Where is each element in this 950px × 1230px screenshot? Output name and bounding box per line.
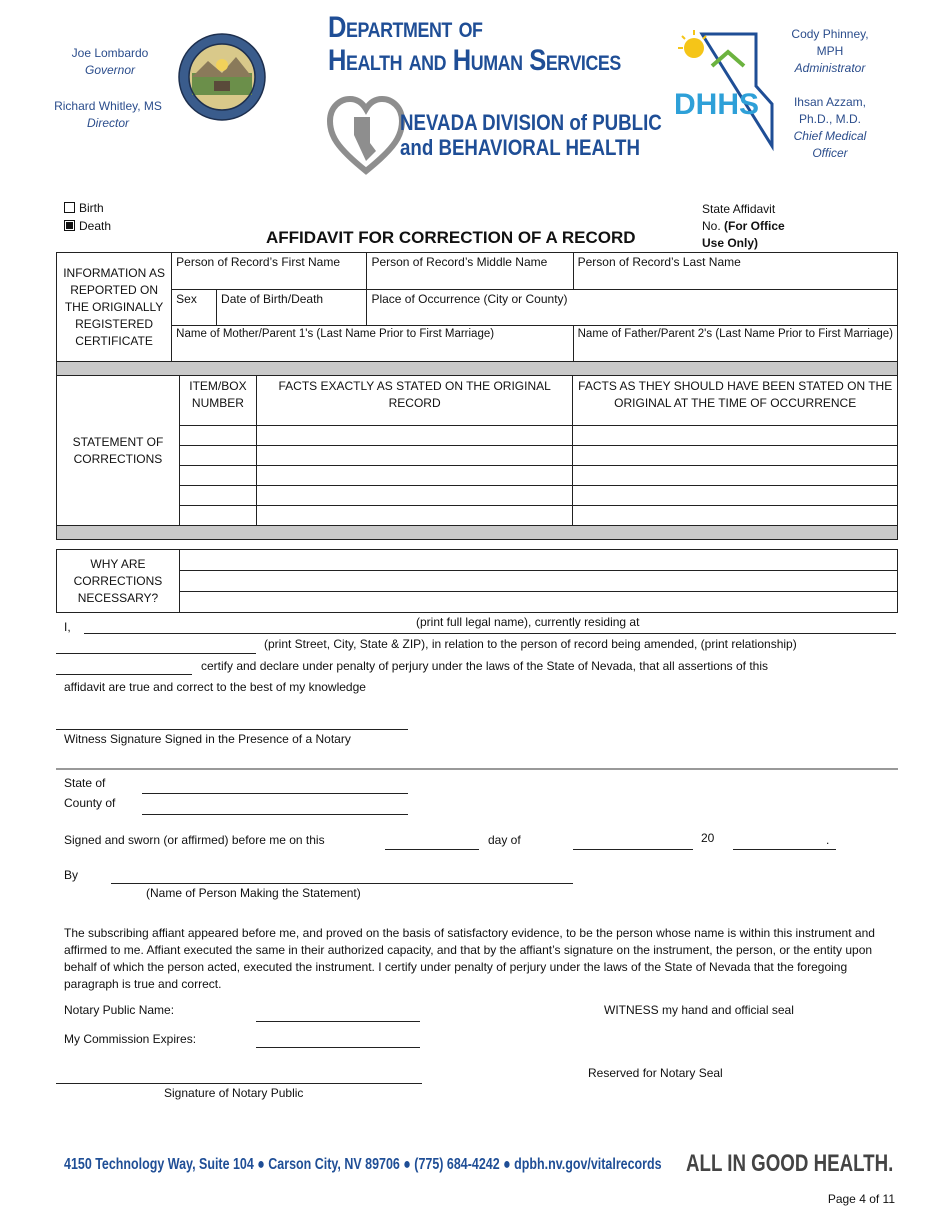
mother-label: Name of Mother/Parent 1's (Last Name Prior to First Marriage) [176,328,495,340]
place-label: Place of Occurrence (City or County) [371,292,568,306]
director-title: Director [86,116,129,130]
death-checkbox-row[interactable] [64,217,111,235]
why-line[interactable] [179,592,897,613]
division-line2: and BEHAVIORAL HEALTH [400,135,640,160]
name-making-caption: (Name of Person Making the Statement) [146,886,361,900]
notary-signature-line[interactable] [56,1083,422,1084]
office-line2-prefix: No. [702,219,725,233]
info-section-label: INFORMATION AS REPORTED ON THE ORIGINALLY REGISTERED CERTIFICATE [57,253,172,362]
first-name-field[interactable] [172,253,367,290]
office-line1: State Affidavit [702,202,776,216]
department-line1: Department of [328,11,483,44]
year-prefix: 20 [701,831,715,845]
birth-checkbox-row[interactable] [64,199,104,217]
year-period: . [826,833,830,847]
original-cell[interactable] [256,486,573,506]
witness-signature-caption: Witness Signature Signed in the Presence of a Notary [64,732,351,746]
item-cell[interactable] [179,466,256,486]
corrections-table [56,361,898,540]
county-of-line[interactable] [142,814,408,815]
middle-name-field[interactable] [367,253,573,290]
commission-label: My Commission Expires: [64,1032,197,1046]
why-section-label: WHY ARE CORRECTIONS NECESSARY? [57,550,180,613]
grey-separator [57,362,898,376]
why-line[interactable] [179,571,897,592]
state-of-label: State of [64,776,106,790]
office-line3-bold: Use Only) [702,236,759,250]
office-line2-bold: (For Office [724,219,785,233]
certify-text-2: affidavit are true and correct to the best of my knowledge [64,680,366,694]
administrator-name: Cody Phinney, MPH [791,27,869,58]
notary-public-name-line[interactable] [256,1021,420,1022]
state-of-line[interactable] [142,793,408,794]
division-line1: NEVADA DIVISION of PUBLIC [400,110,662,135]
month-line[interactable] [573,849,693,850]
footer-slogan: ALL IN GOOD HEALTH. [686,1150,894,1177]
dob-label: Date of Birth/Death [221,292,324,306]
administrator-block [770,26,890,77]
dob-field[interactable] [217,290,367,326]
original-cell[interactable] [256,446,573,466]
should-cell[interactable] [573,466,898,486]
governor-name: Joe Lombardo [71,46,149,60]
administrator-title: Administrator [794,61,866,75]
legal-name-caption: (print full legal name), currently residing at [416,615,640,629]
governor-block [20,45,200,79]
item-cell[interactable] [179,486,256,506]
cmo-title: Chief Medical Officer [793,129,867,160]
col-should-header: FACTS AS THEY SHOULD HAVE BEEN STATED ON THE ORIGINAL AT THE TIME OF OCCURRENCE [573,376,898,426]
why-line[interactable] [179,550,897,571]
should-cell[interactable] [573,506,898,526]
department-title [328,12,673,78]
dhhs-logo-icon [672,26,782,154]
why-table [56,549,898,613]
section-divider [56,768,898,770]
death-label: Death [79,219,112,233]
birth-label: Birth [79,201,104,215]
col-original-header: FACTS EXACTLY AS STATED ON THE ORIGINAL RECORD [256,376,573,426]
legal-name-line[interactable] [84,633,896,634]
address-caption: (print Street, City, State & ZIP), in relation to the person of record being amended, (print relationship) [264,637,797,651]
form-title: AFFIDAVIT FOR CORRECTION OF A RECORD [266,228,636,247]
by-line[interactable] [111,883,573,884]
mother-field[interactable] [172,326,573,362]
notary-signature-caption: Signature of Notary Public [164,1086,304,1100]
notary-public-name-label: Notary Public Name: [64,1003,175,1017]
item-cell[interactable] [179,506,256,526]
last-name-label: Person of Record’s Last Name [577,255,741,269]
declaration-i: I, [64,620,71,634]
col-item-header: ITEM/BOX NUMBER [179,376,256,426]
notary-paragraph: The subscribing affiant appeared before me, and proved on the basis of satisfactory evidence, to be the person whose name is within this instrument and affirmed to me. Affiant executed the same in their authorized capacity, and that by the affiant’s signature on the instrument, the person, or the entity upon behalf of which the person acted, executed the instrument. I certify under penalty of perjury under the laws of the State of Nevada that the foregoing paragraph is true and correct. [64,926,875,991]
original-cell[interactable] [256,506,573,526]
reserved-seal-label: Reserved for Notary Seal [588,1066,723,1080]
witness-signature-line[interactable] [56,729,408,730]
sex-label: Sex [176,292,197,306]
original-cell[interactable] [256,426,573,446]
middle-name-label: Person of Record’s Middle Name [371,255,548,269]
sex-field[interactable] [172,290,217,326]
footer-address: 4150 Technology Way, Suite 104 ● Carson City, NV 89706 ● (775) 684-4242 ● dpbh.nv.gov/vitalrecords [64,1156,662,1173]
year-line[interactable] [733,849,836,850]
should-cell[interactable] [573,426,898,446]
state-affidavit-number [702,201,812,252]
relationship-line[interactable] [56,674,192,675]
should-cell[interactable] [573,446,898,466]
original-cell[interactable] [256,466,573,486]
cmo-name: Ihsan Azzam, Ph.D., M.D. [793,95,867,126]
governor-title: Governor [84,63,136,77]
should-cell[interactable] [573,486,898,506]
info-table [56,252,898,362]
director-block [20,98,196,132]
last-name-field[interactable] [573,253,897,290]
item-cell[interactable] [179,426,256,446]
heart-nevada-logo-icon [326,95,406,177]
item-cell[interactable] [179,446,256,466]
first-name-label: Person of Record’s First Name [176,255,341,269]
corrections-section-label: STATEMENT OF CORRECTIONS [57,376,180,526]
signed-sworn-label: Signed and sworn (or affirmed) before me on this [64,833,325,847]
father-label: Name of Father/Parent 2's (Last Name Prior to First Marriage) [577,328,893,340]
county-of-label: County of [64,796,116,810]
place-field[interactable] [367,290,898,326]
birth-checkbox[interactable] [64,202,75,213]
cmo-block [770,94,890,162]
day-of-label: day of [488,833,521,847]
father-field[interactable] [573,326,897,362]
dhhs-logo-text: DHHS [674,88,760,121]
grey-separator [57,526,898,540]
director-name: Richard Whitley, MS [54,99,162,113]
department-line2: Health and Human Services [328,44,621,77]
address-line[interactable] [56,653,256,654]
certify-text: certify and declare under penalty of perjury under the laws of the State of Nevada, that all assertions of this [201,659,768,673]
witness-hand-label: WITNESS my hand and official seal [604,1003,794,1017]
division-name [400,110,662,160]
death-checkbox[interactable] [64,220,75,231]
by-label: By [64,868,79,882]
page-number: Page 4 of 11 [827,1192,895,1206]
day-line[interactable] [385,849,479,850]
nevada-seal-icon [178,33,266,121]
commission-line[interactable] [256,1047,420,1048]
